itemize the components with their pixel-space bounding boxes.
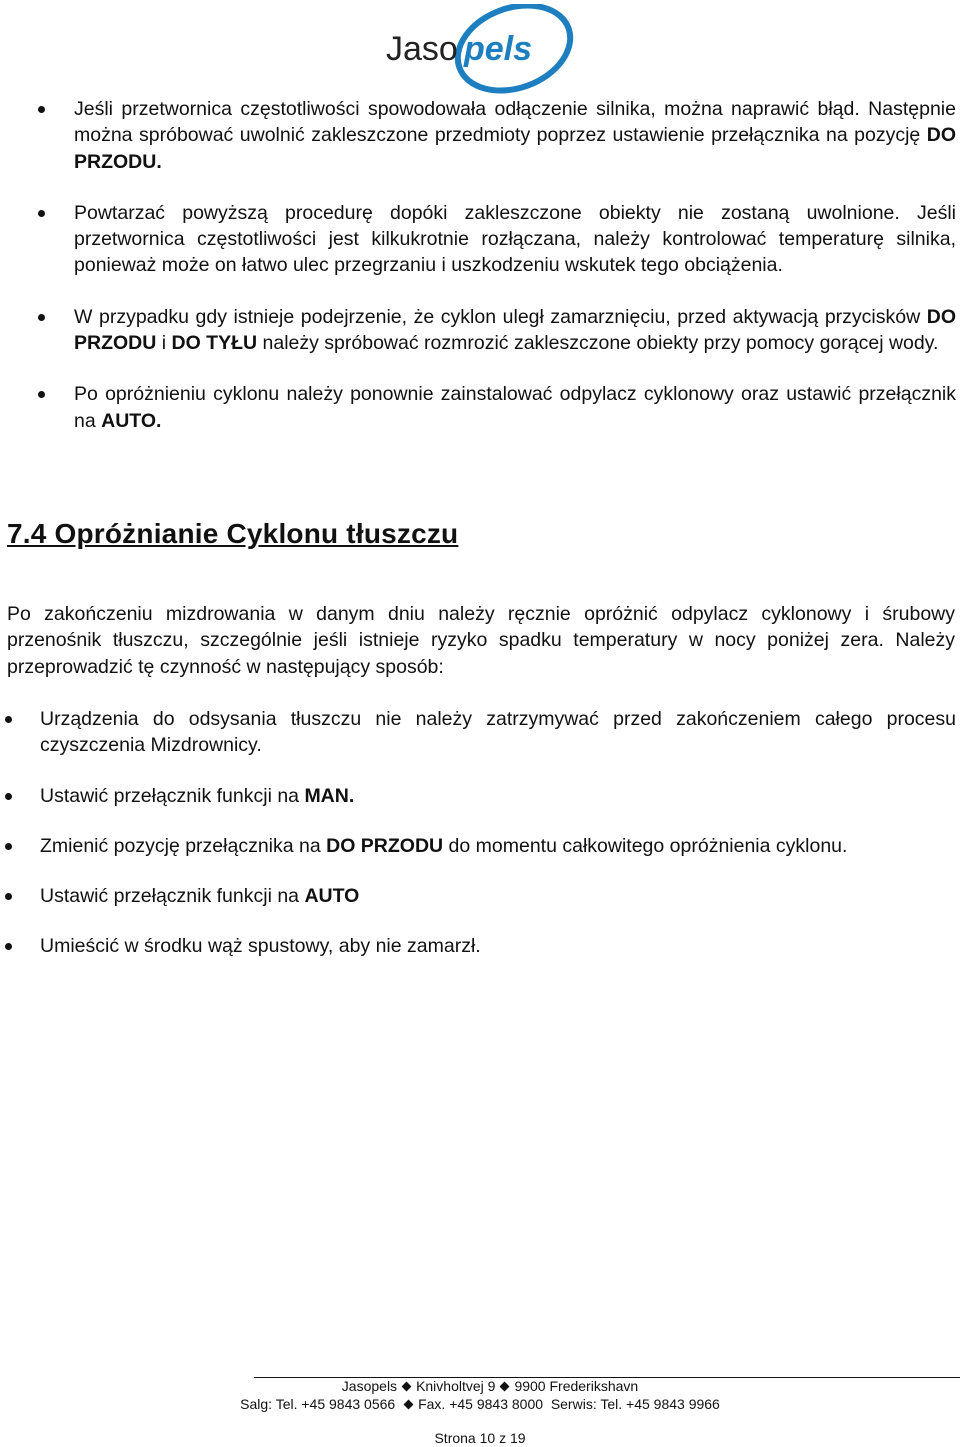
list-item	[74, 304, 956, 357]
footer-fax: Fax. +45 9843 8000	[418, 1396, 544, 1412]
bold-term: DO PRZODU	[326, 834, 444, 857]
list-item-text: Urządzenia do odsysania tłuszczu nie należy zatrzymywać przed zakończeniem całego procesu czyszczenia Mizdrownicy.	[40, 708, 956, 757]
list-item	[40, 933, 956, 959]
footer-service-phone: Serwis: Tel. +45 9843 9966	[550, 1396, 720, 1412]
list-item-text: i	[156, 332, 172, 355]
list-item	[40, 883, 956, 909]
bold-term: DO PRZODU.	[74, 124, 956, 173]
bold-term: DO TYŁU	[171, 332, 258, 355]
footer-address	[0, 1378, 960, 1395]
list-item	[40, 783, 956, 809]
footer-sales-phone: Salg: Tel. +45 9843 0566	[240, 1396, 396, 1412]
bold-term: AUTO	[304, 885, 360, 908]
page-number: Strona 10 z 19	[434, 1430, 526, 1446]
logo-text-blue: pels	[464, 30, 533, 68]
list-item-text: Ustawić przełącznik funkcji na	[40, 885, 305, 908]
footer-contact	[0, 1396, 960, 1413]
logo-text-dark: Jaso	[386, 30, 458, 68]
list-item	[74, 381, 956, 434]
diamond-separator-icon	[500, 1382, 510, 1392]
list-item	[74, 96, 956, 175]
list-item-text: do momentu całkowitego opróżnienia cyklonu.	[443, 834, 848, 857]
bullet-list-troubleshooting	[74, 96, 956, 459]
bold-term: DO PRZODU	[74, 305, 956, 355]
diamond-separator-icon	[404, 1400, 414, 1410]
list-item-text: Ustawić przełącznik funkcji na	[40, 784, 305, 807]
footer-company: Jasopels	[341, 1378, 398, 1394]
bold-term: MAN.	[304, 784, 355, 807]
list-item	[40, 706, 956, 759]
list-item-text: Po opróżnieniu cyklonu należy ponownie zainstalować odpylacz cyklonowy oraz ustawić przełącznik na	[74, 383, 956, 432]
footer-street: Knivholtvej 9	[416, 1378, 496, 1394]
section-heading: 7.4 Opróżnianie Cyklonu tłuszczu	[7, 518, 459, 549]
list-item-text: Jeśli przetwornica częstotliwości spowodowała odłączenie silnika, można naprawić błąd. Następnie można spróbować uwolnić zakleszczone przedmioty poprzez ustawienie przełącznika na pozycję	[74, 98, 956, 147]
bullet-list-emptying-steps	[40, 706, 956, 984]
list-item-text: W przypadku gdy istnieje podejrzenie, że cyklon uległ zamarznięciu, przed aktywacją przycisków	[74, 305, 927, 328]
section-paragraph: Po zakończeniu mizdrowania w danym dniu należy ręcznie opróżnić odpylacz cyklonowy i śrubowy przenośnik tłuszczu, szczególnie jeśli istnieje ryzyko spadku temperatury w nocy poniżej zera. Należy przeprowadzić tę czynność w następujący sposób:	[7, 603, 955, 678]
list-item-text: Zmienić pozycję przełącznika na	[40, 834, 327, 857]
list-item-text: Powtarzać powyższą procedurę dopóki zakleszczone obiekty nie zostaną uwolnione. Jeśli przetwornica częstotliwości jest kilkukrotnie rozłączana, należy kontrolować temperaturę silnika, ponieważ może on łatwo ulec przegrzaniu i uszkodzeniu wskutek tego obciążenia.	[74, 201, 956, 277]
diamond-separator-icon	[402, 1382, 412, 1392]
jasopels-logo	[384, 4, 580, 96]
list-item-text: Umieścić w środku wąż spustowy, aby nie zamarzł.	[40, 935, 481, 958]
bold-term: AUTO.	[101, 409, 162, 432]
list-item	[40, 833, 956, 859]
list-item-text: należy spróbować rozmrozić zakleszczone obiekty przy pomocy gorącej wody.	[257, 332, 939, 355]
footer-city: 9900 Frederikshavn	[514, 1378, 639, 1394]
list-item	[74, 200, 956, 279]
